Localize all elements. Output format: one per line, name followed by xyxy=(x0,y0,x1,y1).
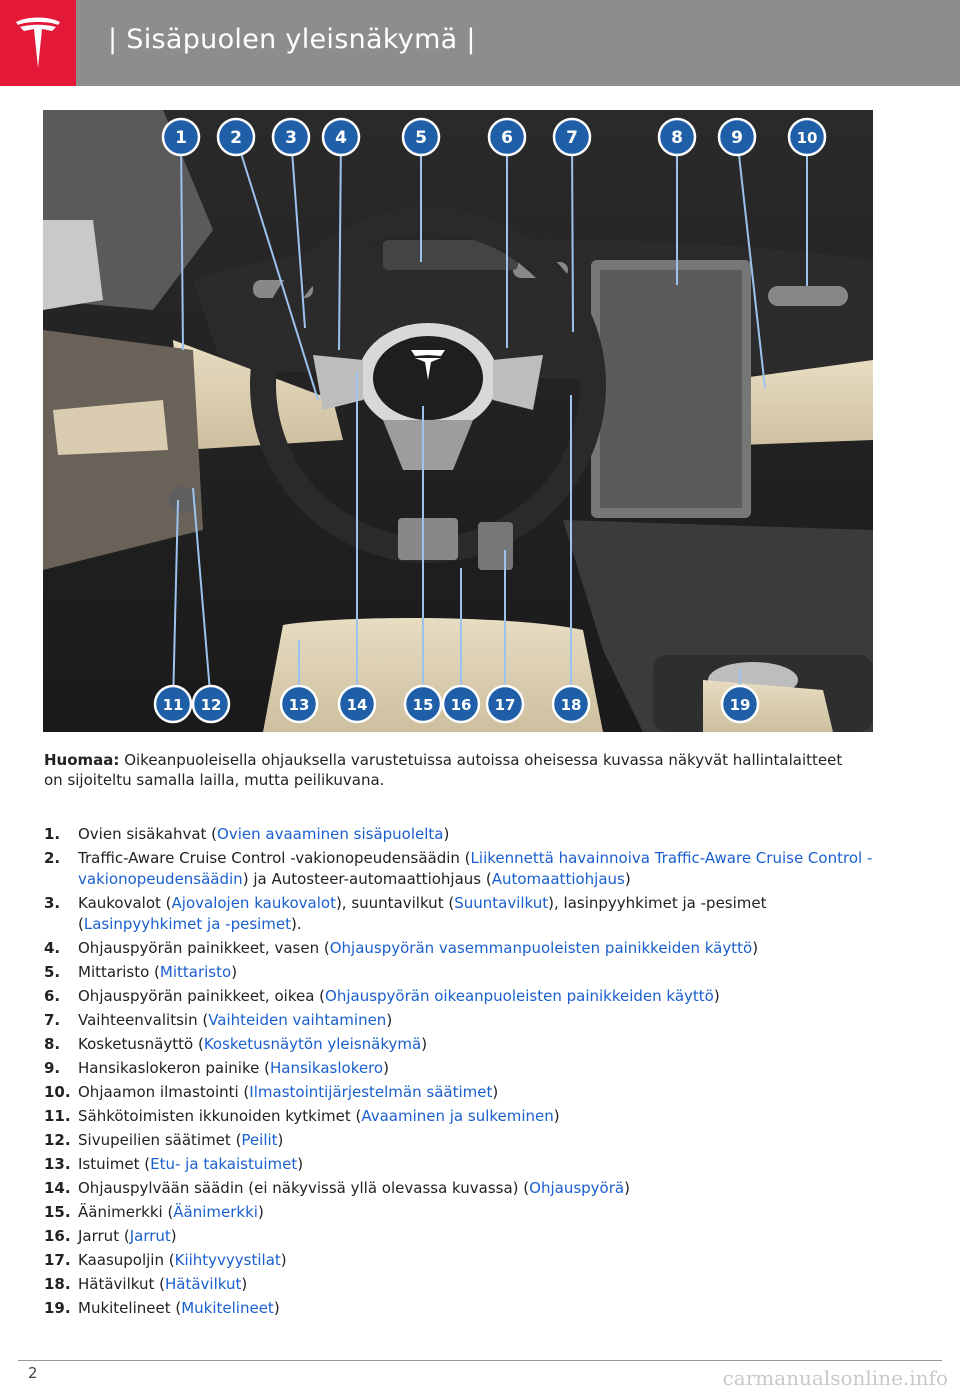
list-item xyxy=(44,1034,874,1055)
callout-number: 12 xyxy=(200,696,222,714)
list-item-text: Ohjauspyörän painikkeet, oikea ( xyxy=(78,987,326,1005)
reference-link[interactable]: Liikennettä havainnoiva Traffic-Aware Cruise Control -vakionopeudensäädin xyxy=(78,849,873,888)
list-item-text: ) xyxy=(170,1227,177,1245)
list-item-text: Ovien sisäkahvat ( xyxy=(78,825,218,843)
list-item-text: ) xyxy=(553,1107,560,1125)
list-item xyxy=(44,1274,874,1295)
list-item-number: 8. xyxy=(44,1035,61,1053)
reference-link[interactable]: Automaattiohjaus xyxy=(491,870,625,888)
list-item-text: Mukitelineet ( xyxy=(78,1299,182,1317)
list-item-text: Kosketusnäyttö ( xyxy=(78,1035,204,1053)
list-item-number: 5. xyxy=(44,963,61,981)
note-label: Huomaa: xyxy=(44,751,120,769)
list-item xyxy=(44,1082,874,1103)
page-number: 2 xyxy=(28,1364,38,1382)
reference-link[interactable]: Mukitelineet xyxy=(181,1299,274,1317)
reference-link[interactable]: Suuntavilkut xyxy=(454,894,549,912)
callout-number: 3 xyxy=(285,128,297,148)
list-item-text: Ohjaamon ilmastointi ( xyxy=(78,1083,250,1101)
list-item-text: Hansikaslokeron painike ( xyxy=(78,1059,270,1077)
reference-link[interactable]: Avaaminen ja sulkeminen xyxy=(361,1107,554,1125)
reference-link[interactable]: Lasinpyyhkimet ja -pesimet xyxy=(83,915,292,933)
callout-number: 17 xyxy=(494,696,516,714)
list-item-number: 1. xyxy=(44,825,61,843)
list-item xyxy=(44,1298,874,1319)
interior-figure xyxy=(43,110,873,732)
list-item-text: Kaasupoljin ( xyxy=(78,1251,175,1269)
list-item-text: Ohjauspylvään säädin (ei näkyvissä yllä olevassa kuvassa) ( xyxy=(78,1179,530,1197)
list-item xyxy=(44,1130,874,1151)
list-item-text: Ohjauspyörän painikkeet, vasen ( xyxy=(78,939,330,957)
reference-link[interactable]: Peilit xyxy=(241,1131,278,1149)
list-item-text: ) xyxy=(257,1203,264,1221)
callout-number: 19 xyxy=(729,696,751,714)
list-item-number: 13. xyxy=(44,1155,71,1173)
note-text: Oikeanpuoleisella ohjauksella varustetuissa autoissa oheisessa kuvassa näkyvät hallintalaitteet on sijoiteltu samalla lailla, mutta peilikuvana. xyxy=(44,751,843,789)
list-item-number: 12. xyxy=(44,1131,71,1149)
list-item-number: 10. xyxy=(44,1083,71,1101)
reference-link[interactable]: Kosketusnäytön yleisnäkymä xyxy=(203,1035,422,1053)
callout-number: 8 xyxy=(671,128,683,148)
list-item-text: ) xyxy=(273,1299,280,1317)
list-item xyxy=(44,1058,874,1079)
list-item-number: 11. xyxy=(44,1107,71,1125)
list-item-text: ) xyxy=(752,939,759,957)
list-item xyxy=(44,1202,874,1223)
list-item-text: Kaukovalot ( xyxy=(78,894,172,912)
list-item-number: 18. xyxy=(44,1275,71,1293)
reference-link[interactable]: Kiihtyvyystilat xyxy=(174,1251,281,1269)
list-item xyxy=(44,848,874,890)
reference-link[interactable]: Ohjauspyörän vasemmanpuoleisten painikkeiden käyttö xyxy=(329,939,753,957)
callout-number: 5 xyxy=(415,128,427,148)
reference-link[interactable]: Hätävilkut xyxy=(165,1275,242,1293)
list-item-text: ) xyxy=(443,825,450,843)
list-item-text: ). xyxy=(291,915,302,933)
callout-number: 13 xyxy=(288,696,310,714)
reference-link[interactable]: Ajovalojen kaukovalot xyxy=(171,894,336,912)
list-item xyxy=(44,1178,874,1199)
reference-link[interactable]: Ovien avaaminen sisäpuolelta xyxy=(217,825,444,843)
list-item xyxy=(44,938,874,959)
list-item-text: ) xyxy=(241,1275,248,1293)
list-item-number: 7. xyxy=(44,1011,61,1029)
list-item-text: Vaihteenvalitsin ( xyxy=(78,1011,209,1029)
callout-number: 11 xyxy=(162,696,184,714)
page-header xyxy=(0,0,960,86)
list-item-number: 6. xyxy=(44,987,61,1005)
list-item-number: 19. xyxy=(44,1299,71,1317)
list-item-text: ) xyxy=(421,1035,428,1053)
reference-link[interactable]: Ohjauspyörän oikeanpuoleisten painikkeiden käyttö xyxy=(325,987,714,1005)
page-title: | Sisäpuolen yleisnäkymä | xyxy=(108,24,476,55)
callout-number: 18 xyxy=(560,696,582,714)
list-item-text: Äänimerkki ( xyxy=(78,1203,174,1221)
list-item-text: Mittaristo ( xyxy=(78,963,160,981)
list-item-number: 2. xyxy=(44,849,61,867)
list-item xyxy=(44,986,874,1007)
callout-number: 10 xyxy=(796,129,818,147)
list-item-text: Sivupeilien säätimet ( xyxy=(78,1131,242,1149)
list-item-text: Traffic-Aware Cruise Control -vakionopeudensäädin ( xyxy=(78,849,471,867)
component-list xyxy=(44,824,874,1322)
reference-link[interactable]: Ohjauspyörä xyxy=(529,1179,625,1197)
callout-number: 6 xyxy=(501,128,513,148)
reference-link[interactable]: Mittaristo xyxy=(159,963,232,981)
tesla-logo-icon xyxy=(0,0,76,86)
list-item-text: ) xyxy=(231,963,238,981)
list-item-text: ) xyxy=(713,987,720,1005)
reference-link[interactable]: Jarrut xyxy=(129,1227,171,1245)
list-item-number: 17. xyxy=(44,1251,71,1269)
callout-number: 7 xyxy=(566,128,578,148)
reference-link[interactable]: Ilmastointijärjestelmän säätimet xyxy=(249,1083,493,1101)
list-item-number: 9. xyxy=(44,1059,61,1077)
list-item xyxy=(44,824,874,845)
callout-number: 14 xyxy=(346,696,368,714)
reference-link[interactable]: Hansikaslokero xyxy=(269,1059,384,1077)
list-item-number: 14. xyxy=(44,1179,71,1197)
callout-number: 9 xyxy=(731,128,743,148)
list-item-text: ) xyxy=(280,1251,287,1269)
list-item-text: ) xyxy=(277,1131,284,1149)
list-item-number: 3. xyxy=(44,894,61,912)
list-item xyxy=(44,1154,874,1175)
list-item-text: Hätävilkut ( xyxy=(78,1275,165,1293)
list-item xyxy=(44,1106,874,1127)
list-item-text: ) ja Autosteer-automaattiohjaus ( xyxy=(242,870,492,888)
list-item-number: 16. xyxy=(44,1227,71,1245)
callout-number: 16 xyxy=(450,696,472,714)
reference-link[interactable]: Äänimerkki xyxy=(173,1203,258,1221)
list-item-text: Sähkötoimisten ikkunoiden kytkimet ( xyxy=(78,1107,362,1125)
list-item-text: ) xyxy=(297,1155,304,1173)
list-item-text: ) xyxy=(383,1059,389,1077)
list-item xyxy=(44,1226,874,1247)
list-item-text: ), lasinpyyhkimet ja -pesimet ( xyxy=(78,894,767,933)
list-item xyxy=(44,962,874,983)
note-paragraph xyxy=(44,750,864,790)
list-item-text: ) xyxy=(492,1083,499,1101)
footer-divider xyxy=(18,1360,942,1361)
list-item-text: ) xyxy=(624,1179,630,1197)
callout-leader-line xyxy=(572,137,573,332)
list-item-text: ) xyxy=(386,1011,393,1029)
list-item-number: 15. xyxy=(44,1203,71,1221)
callout-number: 2 xyxy=(230,128,242,148)
list-item-number: 4. xyxy=(44,939,61,957)
list-item-text: Jarrut ( xyxy=(78,1227,130,1245)
list-item-text: ) xyxy=(624,870,631,888)
callout-number: 15 xyxy=(412,696,434,714)
callout-number: 1 xyxy=(175,128,187,148)
callout-number: 4 xyxy=(335,128,347,148)
watermark: carmanualsonline.info xyxy=(722,1366,948,1390)
list-item-text: Istuimet ( xyxy=(78,1155,151,1173)
reference-link[interactable]: Vaihteiden vaihtaminen xyxy=(208,1011,387,1029)
list-item-text: ), suuntavilkut ( xyxy=(335,894,455,912)
list-item xyxy=(44,1250,874,1271)
reference-link[interactable]: Etu- ja takaistuimet xyxy=(150,1155,298,1173)
list-item xyxy=(44,893,874,935)
list-item xyxy=(44,1010,874,1031)
